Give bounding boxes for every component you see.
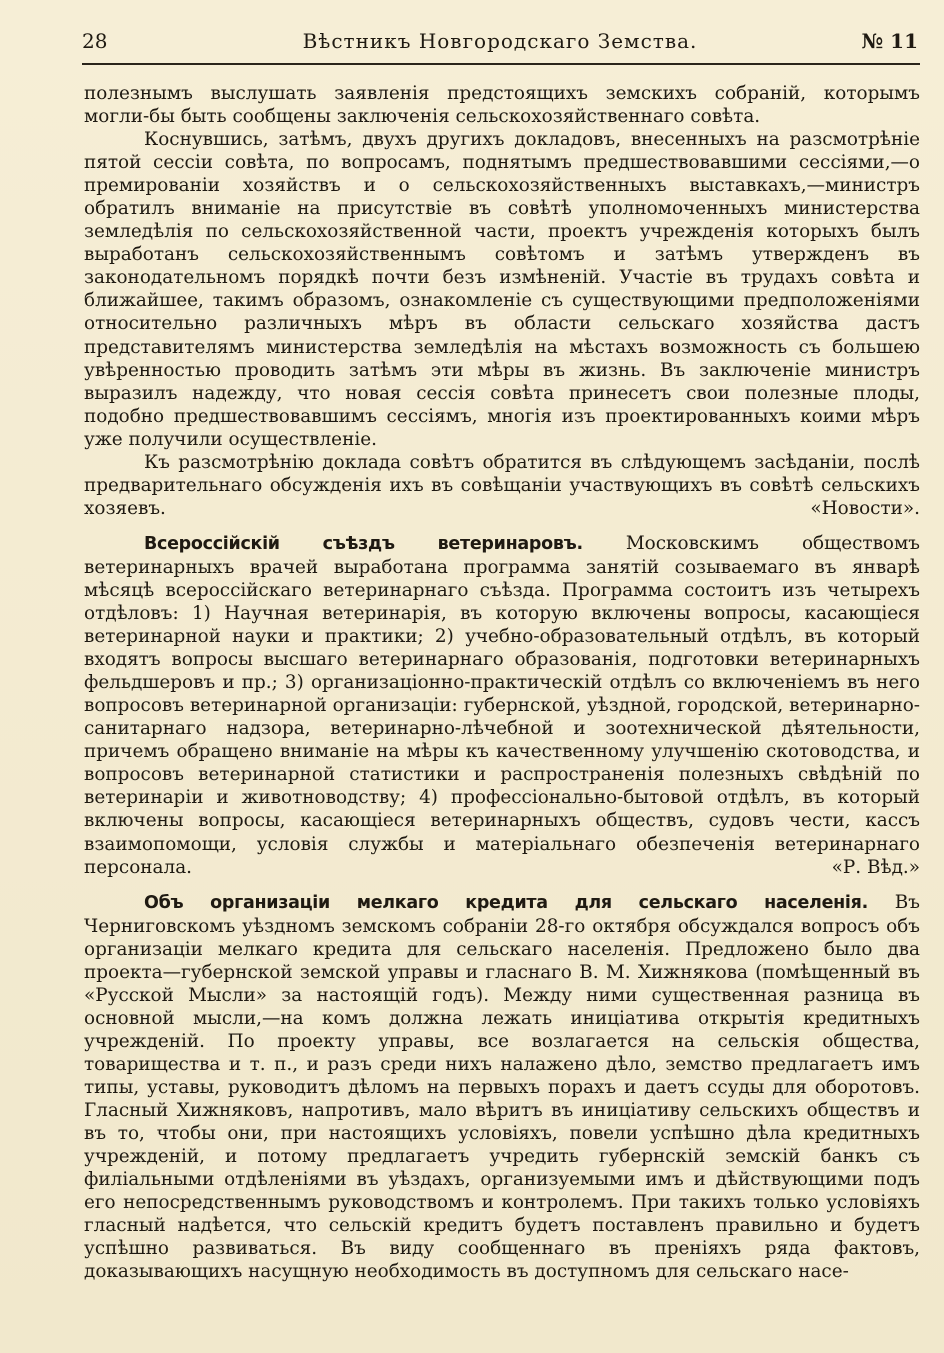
paragraph [84,451,920,520]
article-text: Московскимъ обществомъ ветеринарныхъ врачей выработана программа занятій созываемаго въ январѣ мѣсяцѣ всероссійскаго ветеринарнаго съѣзда. Программа состоитъ изъ четырехъ отдѣловъ: 1) Научная ветеринарія, въ которую включены вопросы, касающіеся ветеринарной науки и практики; 2) учебно-образовательный отдѣлъ, въ который входятъ вопросы высшаго ветеринарнаго образованія, подготовки ветеринарныхъ фельдшеровъ и пр.; 3) организаціонно-практическій отдѣлъ со включеніемъ въ него вопросовъ ветеринарной организаціи: губернской, уѣздной, городской, ветеринарно-санитарнаго надзора, ветеринарно-лѣчебной и зоотехнической дѣятельности, причемъ обращено вниманіе на мѣры къ качественному улучшенію скотоводства, и вопросовъ ветеринарной статистики и распространенія полезныхъ свѣдѣній по ветеринаріи и животноводству; 4) профессіонально-бытовой отдѣлъ, въ который включены вопросы, касающіеся ветеринарныхъ обществъ, судовъ чести, кассъ взаимопомощи, условія службы и матеріальнаго обезпеченія ветеринарнаго персонала. [84,532,920,878]
running-head [82,26,918,56]
header-rule [82,63,920,65]
source-attribution: «Р. Вѣд.» [831,856,920,878]
article-text: Въ Черниговскомъ уѣздномъ земскомъ собраніи 28-го октября обсуждался вопросъ объ организаціи мелкаго кредита для сельскаго населенія. Предложено было два проекта—губернской земской управы и гласнаго В. М. Хижнякова (помѣщенный въ «Русской Мысли» за настоящій годъ). Между ними существенная разница въ основной мысли,—на комъ должна лежать иниціатива открытія кредитныхъ учрежденій. По проекту управы, все возлагается на сельскія общества, товарищества и т. п., и разъ среди нихъ налажено дѣло, земство предлагаетъ имъ типы, уставы, руководитъ дѣломъ на первыхъ порахъ и даетъ ссуды для оборотовъ. Гласный Хижняковъ, напротивъ, мало вѣритъ въ иниціативу сельскихъ обществъ и въ то, чтобы они, при настоящихъ условіяхъ, повели успѣшно дѣла кредитныхъ учрежденій, и потому предлагаетъ учредить губернскій земскій банкъ съ филіальными отдѣленіями въ уѣздахъ, организуемыми имъ и дѣйствующими подъ его непосредственнымъ руководствомъ и контролемъ. При такихъ только условіяхъ гласный надѣется, что сельскій кредитъ будетъ поставленъ правильно и будетъ успѣшно развиваться. Въ виду сообщеннаго въ преніяхъ ряда фактовъ, доказывающихъ насущную необходимость въ доступномъ для сельскаго насе- [84,891,920,1283]
issue-number: № 11 [861,29,918,53]
journal-title: Вѣстникъ Новгородскаго Земства. [302,29,698,53]
article-heading: Объ организаціи мелкаго кредита для сельскаго населенія. [144,892,868,913]
source-attribution: «Новости». [810,497,920,519]
page-number: 28 [82,29,108,53]
paragraph: Коснувшись, затѣмъ, двухъ другихъ докладовъ, внесенныхъ на разсмотрѣніе пятой сессіи совѣта, по вопросамъ, поднятымъ предшествовавшими сессіями,—о премированіи хозяйствъ и о сельскохозяйственныхъ выставкахъ,—министръ обратилъ вниманіе на присутствіе въ совѣтѣ уполномоченныхъ министерства земледѣлія по сельскохозяйственной части, проектъ учрежденія которыхъ былъ выработанъ сельскохозяйственнымъ совѣтомъ и затѣмъ утвержденъ въ законодательномъ порядкѣ почти безъ измѣненій. Участіе въ трудахъ совѣта и ближайшее, такимъ образомъ, ознакомленіе съ существующими предположеніями относительно различныхъ мѣръ въ области сельскаго хозяйства дастъ представителямъ министерства земледѣлія на мѣстахъ возможность съ большею увѣренностью проводить затѣмъ эти мѣры въ жизнь. Въ заключеніе министръ выразилъ надежду, что новая сессія совѣта принесетъ свои полезные плоды, подобно предшествовавшимъ сессіямъ, многія изъ проектированныхъ коими мѣръ уже получили осуществленіе. [84,129,920,450]
paragraph-text: Къ разсмотрѣнію доклада совѣтъ обратится въ слѣдующемъ засѣданіи, послѣ предварительнаго обсужденія ихъ въ совѣщаніи участвующихъ въ совѣтѣ сельскихъ хозяевъ. [84,451,920,519]
article-veterinary [84,532,920,879]
article-credit [84,891,920,1284]
page-body [84,82,920,1283]
paragraph: полезнымъ выслушать заявленія предстоящихъ земскихъ собраній, которымъ могли-бы быть сообщены заключенія сельскохозяйственнаго совѣта. [84,83,920,128]
article-heading: Всероссійскій съѣздъ ветеринаровъ. [144,533,583,554]
